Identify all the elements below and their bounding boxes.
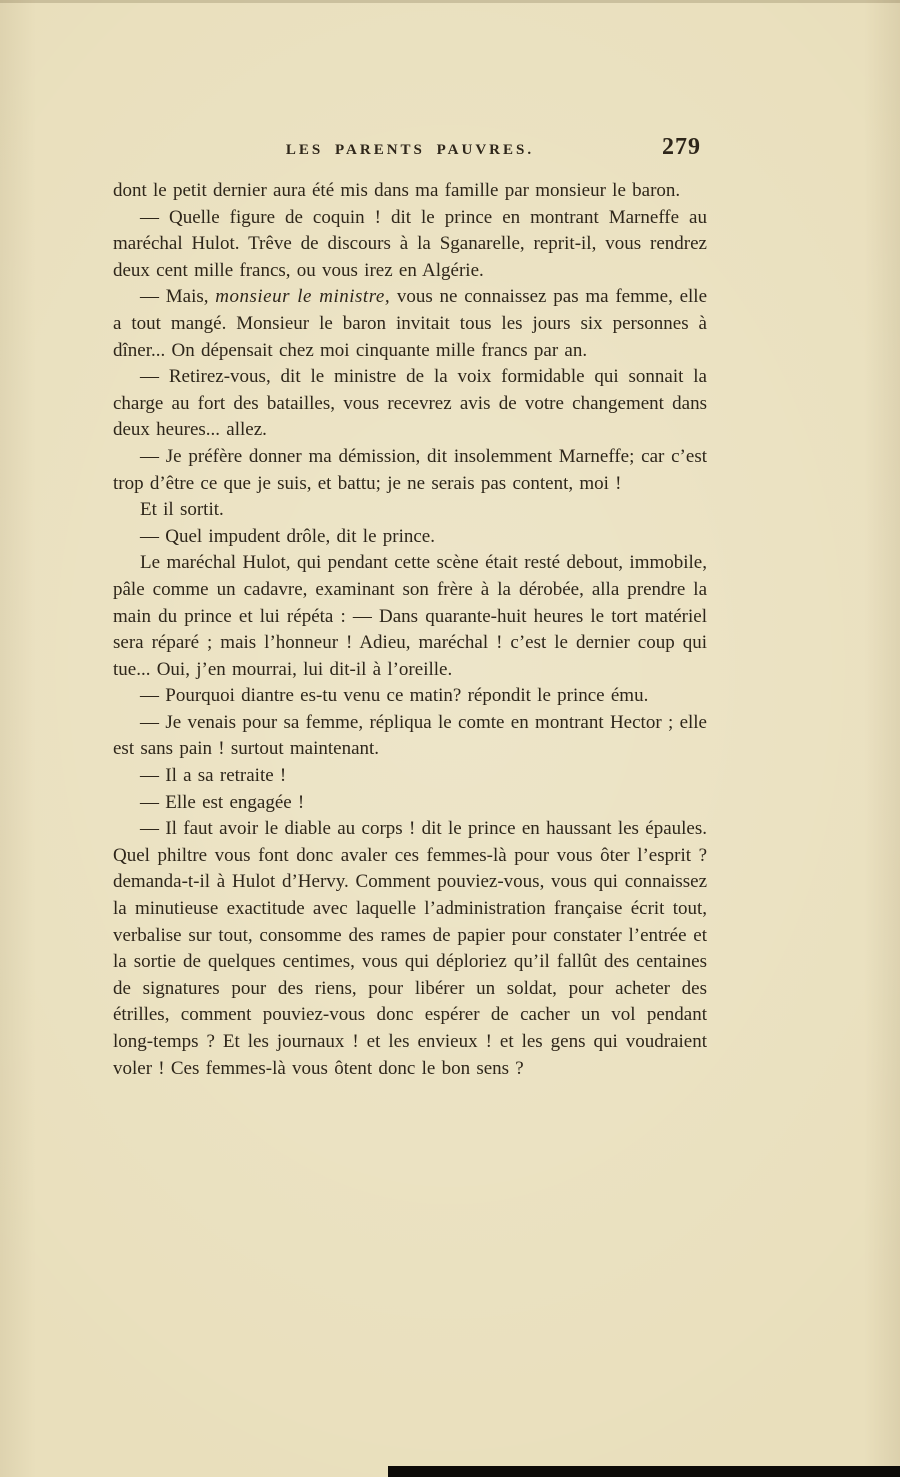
text-run: — Elle est engagée ! (140, 791, 305, 813)
page-content (113, 134, 708, 1082)
page-number: 279 (662, 134, 701, 160)
paragraph (113, 816, 707, 1082)
text-run: — Il faut avoir le diable au corps ! dit le prince en haussant les épaules. Quel philtre vous font donc avaler ces femmes-là pour vous ôter l’esprit ? demanda-t-il à Hulot d’Hervy. Comment pouviez-vous, vous qui connaissez la minutieuse exactitude avec laquelle l’administration française écrit tout, verbalise sur tout, consomme des rames de papier pour constater l’entrée et la sortie de quelques centimes, vous qui déploriez qu’il fallût des centaines de signatures pour des riens, pour libérer un soldat, pour acheter des étrilles, comment pouviez-vous donc espérer de cacher un vol pendant long-temps ? Et les journaux ! et les envieux ! et les gens qui voudraient voler ! Ces femmes-là vous ôtent donc le bon sens ? (113, 818, 707, 1079)
page-header (113, 134, 707, 178)
text-run: — Mais, (140, 286, 216, 308)
paragraph (113, 550, 707, 683)
text-run: — Retirez-vous, dit le ministre de la voix formidable qui sonnait la charge au fort des batailles, vous recevrez avis de votre changement dans deux heures... allez. (113, 366, 707, 441)
paragraph (113, 444, 707, 497)
paragraph (113, 683, 707, 710)
paragraph (113, 710, 707, 763)
paragraph (113, 497, 707, 524)
italic-text-run: monsieur le ministre, (215, 286, 391, 308)
paragraph (113, 790, 707, 817)
text-run: — Quel impudent drôle, dit le prince. (140, 525, 435, 547)
text-run: — Je préfère donner ma démission, dit insolemment Marneffe; car c’est trop d’être ce que je suis, et battu; je ne serais pas content, moi ! (113, 445, 707, 494)
scan-bottom-bar-artifact (388, 1466, 900, 1477)
text-run: — Il a sa retraite ! (140, 765, 287, 787)
text-run: — Pourquoi diantre es-tu venu ce matin? répondit le prince ému. (140, 685, 649, 707)
running-title: LES PARENTS PAUVRES. (285, 142, 535, 158)
paragraph (113, 364, 707, 444)
text-run: — Quelle figure de coquin ! dit le prince en montrant Marneffe au maréchal Hulot. Trêve de discours à la Sganarelle, reprit-il, vous rendrez deux cent mille francs, ou vous irez en Algérie. (113, 206, 707, 281)
paragraph (113, 205, 707, 285)
text-run: Et il sortit. (140, 499, 224, 521)
paragraph (113, 763, 707, 790)
paragraph (113, 178, 707, 205)
paragraph (113, 524, 707, 551)
text-run: vous ne connaissez pas ma femme, elle a tout mangé. Monsieur le baron invitait tous les jours six personnes à dîner... On dépensait chez moi cinquante mille francs par an. (113, 286, 708, 361)
text-run: — Je venais pour sa femme, répliqua le comte en montrant Hector ; elle est sans pain ! surtout maintenant. (113, 711, 707, 760)
text-run: dont le petit dernier aura été mis dans ma famille par monsieur le baron. (113, 180, 681, 201)
text-block (113, 178, 707, 1082)
scan-edge-artifact (0, 0, 900, 3)
text-run: Le maréchal Hulot, qui pendant cette scène était resté debout, immobile, pâle comme un cadavre, examinant son frère à la dérobée, alla prendre la main du prince et lui répéta : — Dans quarante-huit heures le tort matériel sera réparé ; mais l’honneur ! Adieu, maréchal ! c’est le dernier coup qui tue... Oui, j’en mourrai, lui dit-il à l’oreille. (113, 552, 707, 680)
paragraph (113, 284, 707, 364)
